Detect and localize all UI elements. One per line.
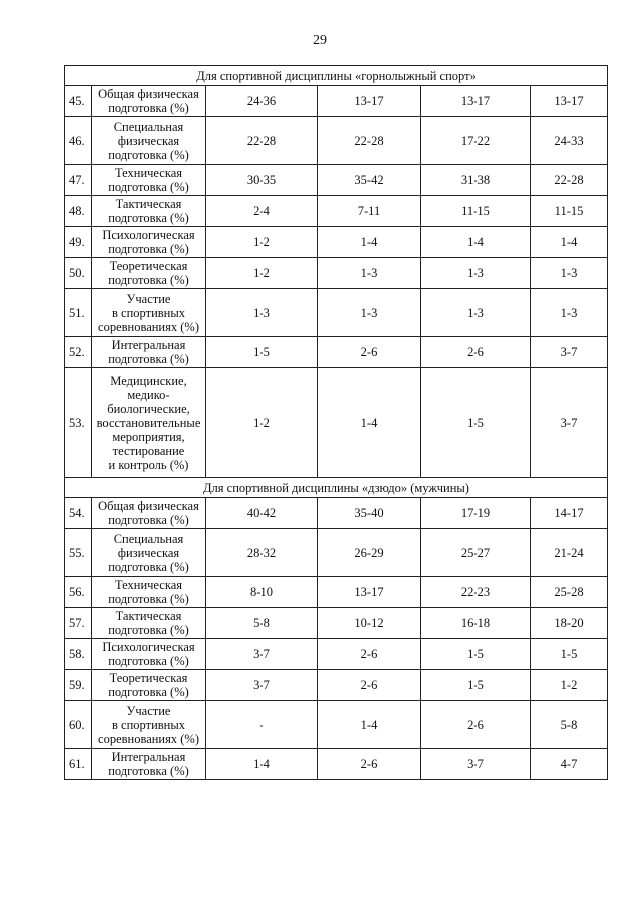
row-number: 47. xyxy=(65,165,92,196)
row-label-line: восстановительные xyxy=(96,415,201,430)
value-cell-stage-4: 25-28 xyxy=(531,577,608,608)
value-cell-stage-4: 22-28 xyxy=(531,165,608,196)
section-title: Для спортивной дисциплины «горнолыжный спорт» xyxy=(65,66,608,86)
row-label-line: соревнованиях (%) xyxy=(98,319,199,334)
row-number: 46. xyxy=(65,117,92,165)
row-label-line: подготовка (%) xyxy=(108,623,189,637)
row-label-line: Общая физическая xyxy=(98,87,199,101)
row-label xyxy=(92,368,206,478)
row-label-line: подготовка (%) xyxy=(108,211,189,225)
row-label xyxy=(92,227,206,258)
row-label-line: Психологическая xyxy=(102,228,195,242)
table-row xyxy=(65,258,608,289)
value-cell-stage-3: 2-6 xyxy=(421,701,531,749)
row-label-line: подготовка (%) xyxy=(108,180,189,194)
row-label xyxy=(92,86,206,117)
value-cell-stage-2: 1-4 xyxy=(318,701,421,749)
row-number: 52. xyxy=(65,337,92,368)
row-label xyxy=(92,289,206,337)
value-cell-stage-3: 11-15 xyxy=(421,196,531,227)
value-cell-stage-2: 1-3 xyxy=(318,289,421,337)
value-cell-stage-1: 1-2 xyxy=(206,258,318,289)
row-label xyxy=(92,498,206,529)
row-label xyxy=(92,670,206,701)
table-row xyxy=(65,368,608,478)
value-cell-stage-3: 1-3 xyxy=(421,258,531,289)
table-row xyxy=(65,701,608,749)
row-label-line: Медицинские, xyxy=(110,373,187,388)
row-label-line: Общая физическая xyxy=(98,499,199,513)
value-cell-stage-1: 1-2 xyxy=(206,227,318,258)
value-cell-stage-4: 11-15 xyxy=(531,196,608,227)
table-row xyxy=(65,749,608,780)
row-label-line: подготовка (%) xyxy=(108,242,189,256)
value-cell-stage-1: 40-42 xyxy=(206,498,318,529)
row-label-line: Теоретическая xyxy=(109,259,188,273)
section-header-row xyxy=(65,66,608,86)
row-label-line: тестирование xyxy=(112,443,185,458)
table-row xyxy=(65,608,608,639)
row-label-line: Тактическая xyxy=(115,609,182,623)
row-label-line: Интегральная xyxy=(111,750,186,764)
table-row xyxy=(65,289,608,337)
row-label-line: и контроль (%) xyxy=(108,457,189,472)
row-label xyxy=(92,337,206,368)
row-label xyxy=(92,165,206,196)
value-cell-stage-2: 2-6 xyxy=(318,670,421,701)
row-label xyxy=(92,639,206,670)
row-label-line: Интегральная xyxy=(111,338,186,352)
value-cell-stage-2: 2-6 xyxy=(318,639,421,670)
table-row xyxy=(65,498,608,529)
row-number: 54. xyxy=(65,498,92,529)
value-cell-stage-4: 14-17 xyxy=(531,498,608,529)
value-cell-stage-2: 1-3 xyxy=(318,258,421,289)
value-cell-stage-1: 8-10 xyxy=(206,577,318,608)
value-cell-stage-4: 18-20 xyxy=(531,608,608,639)
row-label-line: Участие xyxy=(126,291,171,306)
value-cell-stage-4: 24-33 xyxy=(531,117,608,165)
value-cell-stage-1: 2-4 xyxy=(206,196,318,227)
value-cell-stage-2: 10-12 xyxy=(318,608,421,639)
value-cell-stage-1: - xyxy=(206,701,318,749)
value-cell-stage-2: 35-42 xyxy=(318,165,421,196)
value-cell-stage-4: 1-3 xyxy=(531,258,608,289)
value-cell-stage-3: 16-18 xyxy=(421,608,531,639)
row-label-line: подготовка (%) xyxy=(108,559,189,574)
value-cell-stage-2: 1-4 xyxy=(318,227,421,258)
row-number: 61. xyxy=(65,749,92,780)
row-label-line: мероприятия, xyxy=(112,429,185,444)
section-title: Для спортивной дисциплины «дзюдо» (мужчины) xyxy=(65,478,608,498)
value-cell-stage-1: 28-32 xyxy=(206,529,318,577)
row-number: 60. xyxy=(65,701,92,749)
value-cell-stage-4: 1-3 xyxy=(531,289,608,337)
row-number: 58. xyxy=(65,639,92,670)
row-label-line: подготовка (%) xyxy=(108,101,189,115)
value-cell-stage-4: 13-17 xyxy=(531,86,608,117)
value-cell-stage-3: 1-5 xyxy=(421,368,531,478)
row-label-line: подготовка (%) xyxy=(108,352,189,366)
row-label xyxy=(92,196,206,227)
value-cell-stage-1: 5-8 xyxy=(206,608,318,639)
row-label xyxy=(92,117,206,165)
row-label-line: физическая xyxy=(117,133,180,148)
table-row xyxy=(65,196,608,227)
table-row xyxy=(65,337,608,368)
value-cell-stage-3: 17-22 xyxy=(421,117,531,165)
row-number: 49. xyxy=(65,227,92,258)
row-label-line: подготовка (%) xyxy=(108,685,189,699)
value-cell-stage-1: 1-3 xyxy=(206,289,318,337)
value-cell-stage-3: 3-7 xyxy=(421,749,531,780)
training-volume-table xyxy=(64,65,608,780)
section-header-row xyxy=(65,478,608,498)
value-cell-stage-4: 1-2 xyxy=(531,670,608,701)
row-label-line: Техническая xyxy=(114,166,183,180)
value-cell-stage-4: 4-7 xyxy=(531,749,608,780)
table-row xyxy=(65,86,608,117)
value-cell-stage-2: 2-6 xyxy=(318,749,421,780)
value-cell-stage-1: 1-4 xyxy=(206,749,318,780)
value-cell-stage-1: 1-2 xyxy=(206,368,318,478)
row-label-line: подготовка (%) xyxy=(108,592,189,606)
row-label-line: подготовка (%) xyxy=(108,764,189,778)
row-label xyxy=(92,749,206,780)
row-number: 53. xyxy=(65,368,92,478)
value-cell-stage-3: 2-6 xyxy=(421,337,531,368)
row-label-line: подготовка (%) xyxy=(108,273,189,287)
row-label-line: биологические, xyxy=(107,401,190,416)
row-number: 50. xyxy=(65,258,92,289)
value-cell-stage-4: 3-7 xyxy=(531,337,608,368)
value-cell-stage-4: 3-7 xyxy=(531,368,608,478)
row-number: 57. xyxy=(65,608,92,639)
value-cell-stage-3: 22-23 xyxy=(421,577,531,608)
row-label-line: Психологическая xyxy=(102,640,195,654)
row-label-line: подготовка (%) xyxy=(108,147,189,162)
row-number: 59. xyxy=(65,670,92,701)
row-label-line: физическая xyxy=(117,545,180,560)
value-cell-stage-2: 35-40 xyxy=(318,498,421,529)
table-row xyxy=(65,529,608,577)
value-cell-stage-3: 17-19 xyxy=(421,498,531,529)
value-cell-stage-2: 22-28 xyxy=(318,117,421,165)
value-cell-stage-3: 1-3 xyxy=(421,289,531,337)
row-label xyxy=(92,577,206,608)
value-cell-stage-1: 30-35 xyxy=(206,165,318,196)
row-label-line: подготовка (%) xyxy=(108,654,189,668)
value-cell-stage-3: 25-27 xyxy=(421,529,531,577)
row-number: 45. xyxy=(65,86,92,117)
value-cell-stage-1: 24-36 xyxy=(206,86,318,117)
row-label xyxy=(92,529,206,577)
value-cell-stage-2: 13-17 xyxy=(318,86,421,117)
value-cell-stage-4: 5-8 xyxy=(531,701,608,749)
value-cell-stage-1: 1-5 xyxy=(206,337,318,368)
value-cell-stage-3: 31-38 xyxy=(421,165,531,196)
row-label-line: соревнованиях (%) xyxy=(98,731,199,746)
row-number: 56. xyxy=(65,577,92,608)
value-cell-stage-2: 1-4 xyxy=(318,368,421,478)
table-row xyxy=(65,577,608,608)
value-cell-stage-4: 21-24 xyxy=(531,529,608,577)
row-label xyxy=(92,701,206,749)
row-label-line: Специальная xyxy=(113,119,184,134)
table-row xyxy=(65,227,608,258)
row-label xyxy=(92,608,206,639)
value-cell-stage-3: 1-4 xyxy=(421,227,531,258)
row-label-line: медико- xyxy=(127,387,170,402)
table-row xyxy=(65,165,608,196)
row-number: 48. xyxy=(65,196,92,227)
value-cell-stage-1: 3-7 xyxy=(206,639,318,670)
row-label-line: Теоретическая xyxy=(109,671,188,685)
page-number: 29 xyxy=(313,33,327,48)
table-row xyxy=(65,670,608,701)
row-label-line: Специальная xyxy=(113,531,184,546)
row-number: 51. xyxy=(65,289,92,337)
value-cell-stage-1: 22-28 xyxy=(206,117,318,165)
row-label-line: Участие xyxy=(126,703,171,718)
row-label-line: в спортивных xyxy=(112,717,185,732)
table-row xyxy=(65,117,608,165)
value-cell-stage-3: 1-5 xyxy=(421,639,531,670)
row-label-line: Тактическая xyxy=(115,197,182,211)
table-row xyxy=(65,639,608,670)
value-cell-stage-2: 7-11 xyxy=(318,196,421,227)
value-cell-stage-1: 3-7 xyxy=(206,670,318,701)
value-cell-stage-2: 26-29 xyxy=(318,529,421,577)
value-cell-stage-4: 1-5 xyxy=(531,639,608,670)
value-cell-stage-4: 1-4 xyxy=(531,227,608,258)
row-label-line: в спортивных xyxy=(112,305,185,320)
row-label xyxy=(92,258,206,289)
row-label-line: подготовка (%) xyxy=(108,513,189,527)
row-number: 55. xyxy=(65,529,92,577)
row-label-line: Техническая xyxy=(114,578,183,592)
value-cell-stage-2: 2-6 xyxy=(318,337,421,368)
value-cell-stage-3: 13-17 xyxy=(421,86,531,117)
value-cell-stage-2: 13-17 xyxy=(318,577,421,608)
value-cell-stage-3: 1-5 xyxy=(421,670,531,701)
